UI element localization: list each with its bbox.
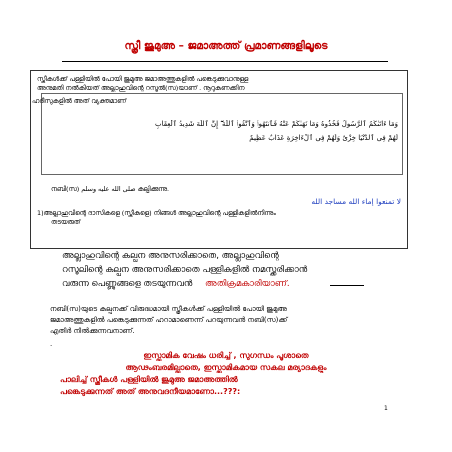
- para1-line-3b: അതിക്രമകാരിയാണ്.: [205, 279, 290, 289]
- box-line-1: സ്ത്രീകൾക്ക് പള്ളിയിൽ പോയി ജുമുഅ ജമാഅത്തുകളിൽ പങ്കെടുക്കുവാനുള്ള: [37, 75, 249, 83]
- page-title: സ്ത്രീ ജുമുഅ – ജമാഅത്ത് പ്രമാണങ്ങളിലൂടെ: [124, 40, 328, 52]
- box-line-2: അനുമതി നൽകിയത് അല്ലാഹുവിന്റെ റസൂൽ(സ)യാണ് . നൂറുകണക്കിന: [37, 84, 245, 92]
- closing-line-4: പങ്കെടുക്കുന്നത് അത് അനുവദനീയമാണോ...???:: [60, 387, 241, 396]
- para1-line-3a: വരുന്ന പെണ്ണുങ്ങളെ തടയുന്നവൻ: [62, 279, 193, 289]
- para2-line-2: ജമാഅത്തുകളിൽ പങ്കെടുക്കുന്നത് ഹറാമാണെന്ന് പറയുന്നവൻ നബി(സ)ക്ക്: [50, 316, 288, 324]
- box-line-4: നബി(സ) صلى الله عليه وسلم കല്പ്പിക്കുന്നു.: [51, 185, 170, 193]
- arabic-verse-line-1: وَمَا ءَاتَىٰكُمُ ٱلرَّسُولُ فَخُذُوهُ وَمَا نَهَىٰكُمْ عَنْهُ فَٱنتَهُوا۟ وَٱتَّقُوا۟ ٱللَّهَ ۖ إِنَّ ٱللَّهَ شَدِيدُ ٱلْعِقَابِ: [154, 120, 398, 128]
- arabic-hadith: لا تمنعوا إماء الله مساجد الله: [311, 197, 401, 206]
- hadith-inner-box: [32, 93, 403, 175]
- closing-line-2: ആഢംബരമില്ലാതെ, ഇസ്ലാമികമായ സകല മര്യാദകളും: [125, 363, 327, 372]
- para1-line-1: അല്ലാഹുവിന്റെ കല്പ്പന അനുസരിക്കാതെ, അല്ലാഹുവിന്റെ: [62, 251, 279, 261]
- page-number: 1: [384, 405, 388, 412]
- bullet-dot: .: [50, 340, 53, 348]
- para2-line-1: നബി(സ)യുടെ കല്പ്പനക്ക് വിരുദ്ധമായി സ്ത്രീകൾക്ക് പള്ളിയിൽ പോയി ജുമുഅ: [50, 305, 287, 313]
- arabic-verse-line-2: لَهُمْ فِى ٱلدُّنْيَا خِزْىٌ وَلَهُمْ فِى ٱلْءَاخِرَةِ عَذَابٌ عَظِيمٌ: [249, 134, 398, 142]
- box-line-5: 1)അല്ലാഹുവിന്റെ ദാസികളെ (സ്ത്രീകളെ) നിങ്ങൾ അല്ലാഹുവിന്റെ പള്ളികളിൽനിന്നും: [37, 209, 276, 217]
- box-line-3: ഹദീസുകളിൽ അത് വ്യക്തമാണ്: [32, 97, 127, 105]
- title-underline: [62, 61, 388, 62]
- para1-line-2: റസൂലിന്റെ കല്പ്പന അനുസരിക്കാതെ പള്ളികളിൽ നമസ്ക്കരിക്കാൻ: [62, 265, 308, 275]
- closing-line-1: ഇസ്ലാമിക വേഷം ധരിച്ച് , സുഗന്ധം പൂശാതെ: [143, 351, 309, 360]
- para2-line-3: എതിർ നിൽക്കുന്നവനാണ്.: [50, 327, 135, 335]
- para1-dash: [330, 285, 364, 286]
- closing-line-3: പാലിച്ച് സ്ത്രീകൾ പള്ളിയിൽ ജുമുഅ ജമാഅത്തിൽ: [60, 375, 238, 384]
- box-line-6: തടയരുത്: [51, 218, 81, 226]
- quote-box: [30, 70, 408, 249]
